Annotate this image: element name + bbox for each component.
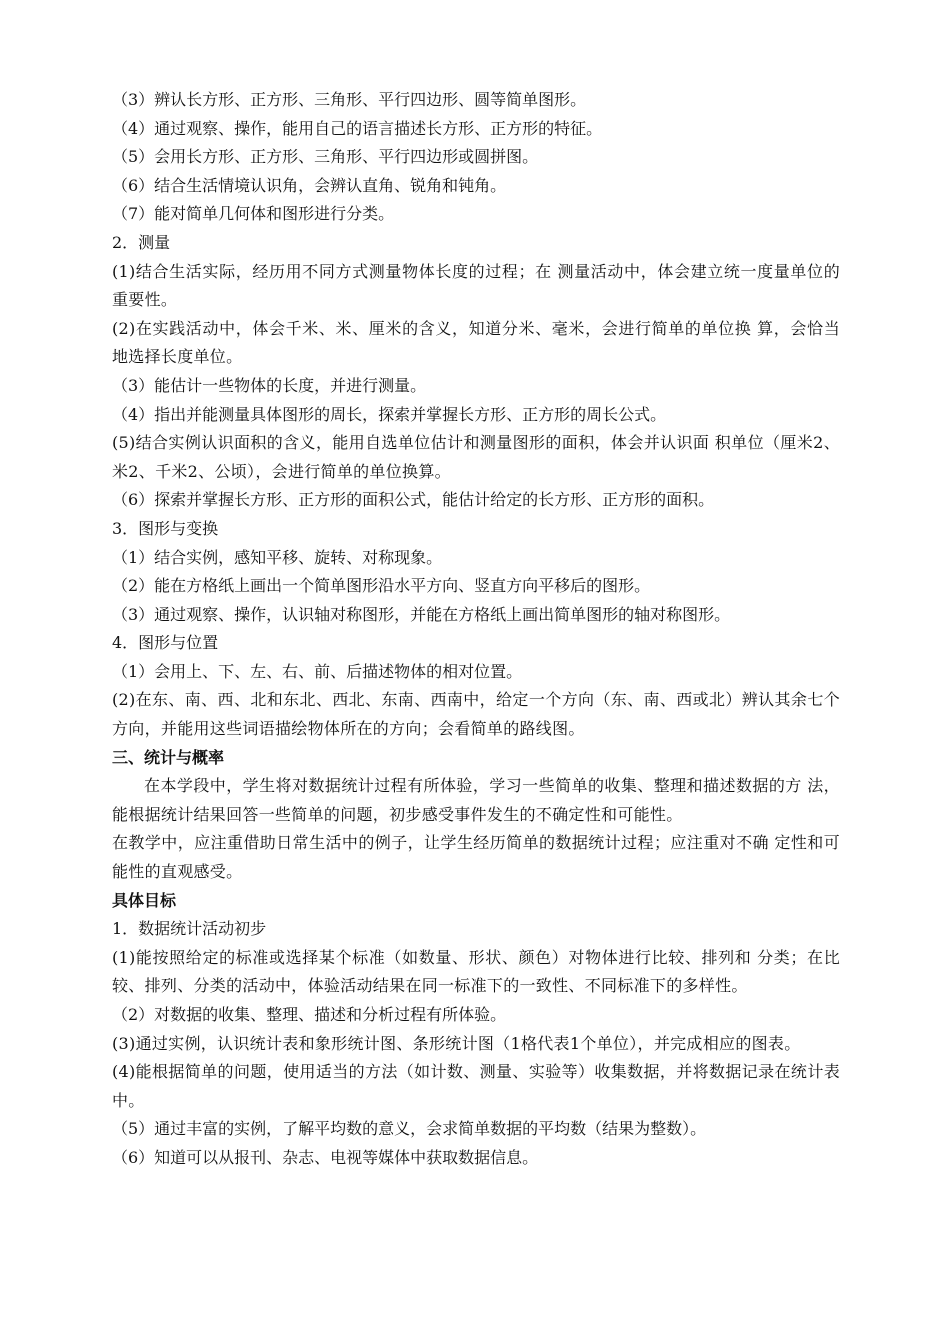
text-line: （2）能在方格纸上画出一个简单图形沿水平方向、竖直方向平移后的图形。 <box>112 576 651 596</box>
text-line: 2．测量 <box>112 232 171 252</box>
text-line: （4）通过观察、操作，能用自己的语言描述长方形、正方形的特征。 <box>112 118 603 138</box>
section-heading: 三、统计与概率 <box>112 747 225 767</box>
text-line: （6）结合生活情境认识角，会辨认直角、锐角和钝角。 <box>112 175 507 195</box>
text-line: （7）能对简单几何体和图形进行分类。 <box>112 204 395 224</box>
paragraph: 在本学段中，学生将对数据统计过程有所体验，学习一些简单的收集、整理和描述数据的方 法，能根据统计结果回答一些简单的问题，初步感受事件发生的不确定性和可能性。 <box>112 776 840 824</box>
text-line: （5）会用长方形、正方形、三角形、平行四边形或圆拼图。 <box>112 147 539 167</box>
paragraph: (1)结合生活实际，经历用不同方式测量物体长度的过程；在 测量活动中，体会建立统一度量单位的重要性。 <box>112 261 840 310</box>
document-page <box>112 86 840 1173</box>
paragraph: (4)能根据简单的问题，使用适当的方法（如计数、测量、实验等）收集数据，并将数据记录在统计表中。 <box>112 1062 840 1110</box>
paragraph: (1)能按照给定的标准或选择某个标准（如数量、形状、颜色）对物体进行比较、排列和 分类；在比较、排列、分类的活动中，体验活动结果在同一标准下的一致性、不同标准下的多样性。 <box>112 947 840 996</box>
paragraph: (3)通过实例，认识统计表和象形统计图、条形统计图（1格代表1个单位），并完成相应的图表。 <box>112 1033 801 1053</box>
text-line: 4．图形与位置 <box>112 633 219 653</box>
text-line: （4）指出并能测量具体图形的周长，探索并掌握长方形、正方形的周长公式。 <box>112 404 667 424</box>
text-line: （1）结合实例，感知平移、旋转、对称现象。 <box>112 547 443 567</box>
text-line: （5）通过丰富的实例，了解平均数的意义，会求简单数据的平均数（结果为整数）。 <box>112 1119 707 1139</box>
text-line: （3）通过观察、操作，认识轴对称图形，并能在方格纸上画出简单图形的轴对称图形。 <box>112 604 731 624</box>
text-line: 3．图形与变换 <box>112 518 219 538</box>
paragraph: (2)在东、南、西、北和东北、西北、东南、西南中，给定一个方向（东、南、西或北）辨认其余七个方向，并能用这些词语描绘物体所在的方向；会看简单的路线图。 <box>112 690 840 739</box>
section-heading: 具体目标 <box>112 890 177 910</box>
text-line: （1）会用上、下、左、右、前、后描述物体的相对位置。 <box>112 661 523 681</box>
text-line: （3）辨认长方形、正方形、三角形、平行四边形、圆等简单图形。 <box>112 90 587 109</box>
text-line: （6）探索并掌握长方形、正方形的面积公式，能估计给定的长方形、正方形的面积。 <box>112 490 715 510</box>
text-line: （6）知道可以从报刊、杂志、电视等媒体中获取数据信息。 <box>112 1147 539 1167</box>
paragraph: (2)在实践活动中，体会千米、米、厘米的含义，知道分米、毫米，会进行简单的单位换 算，会恰当地选择长度单位。 <box>112 318 840 367</box>
text-line: 1．数据统计活动初步 <box>112 919 267 939</box>
text-line: （3）能估计一些物体的长度，并进行测量。 <box>112 375 427 395</box>
paragraph: 在教学中，应注重借助日常生活中的例子，让学生经历简单的数据统计过程；应注重对不确 定性和可能性的直观感受。 <box>112 833 840 882</box>
paragraph: (5)结合实例认识面积的含义，能用自选单位估计和测量图形的面积，体会并认识面 积单位（厘米2、米2、千米2、公顷），会进行简单的单位换算。 <box>112 433 840 481</box>
text-line: （2）对数据的收集、整理、描述和分析过程有所体验。 <box>112 1005 507 1024</box>
